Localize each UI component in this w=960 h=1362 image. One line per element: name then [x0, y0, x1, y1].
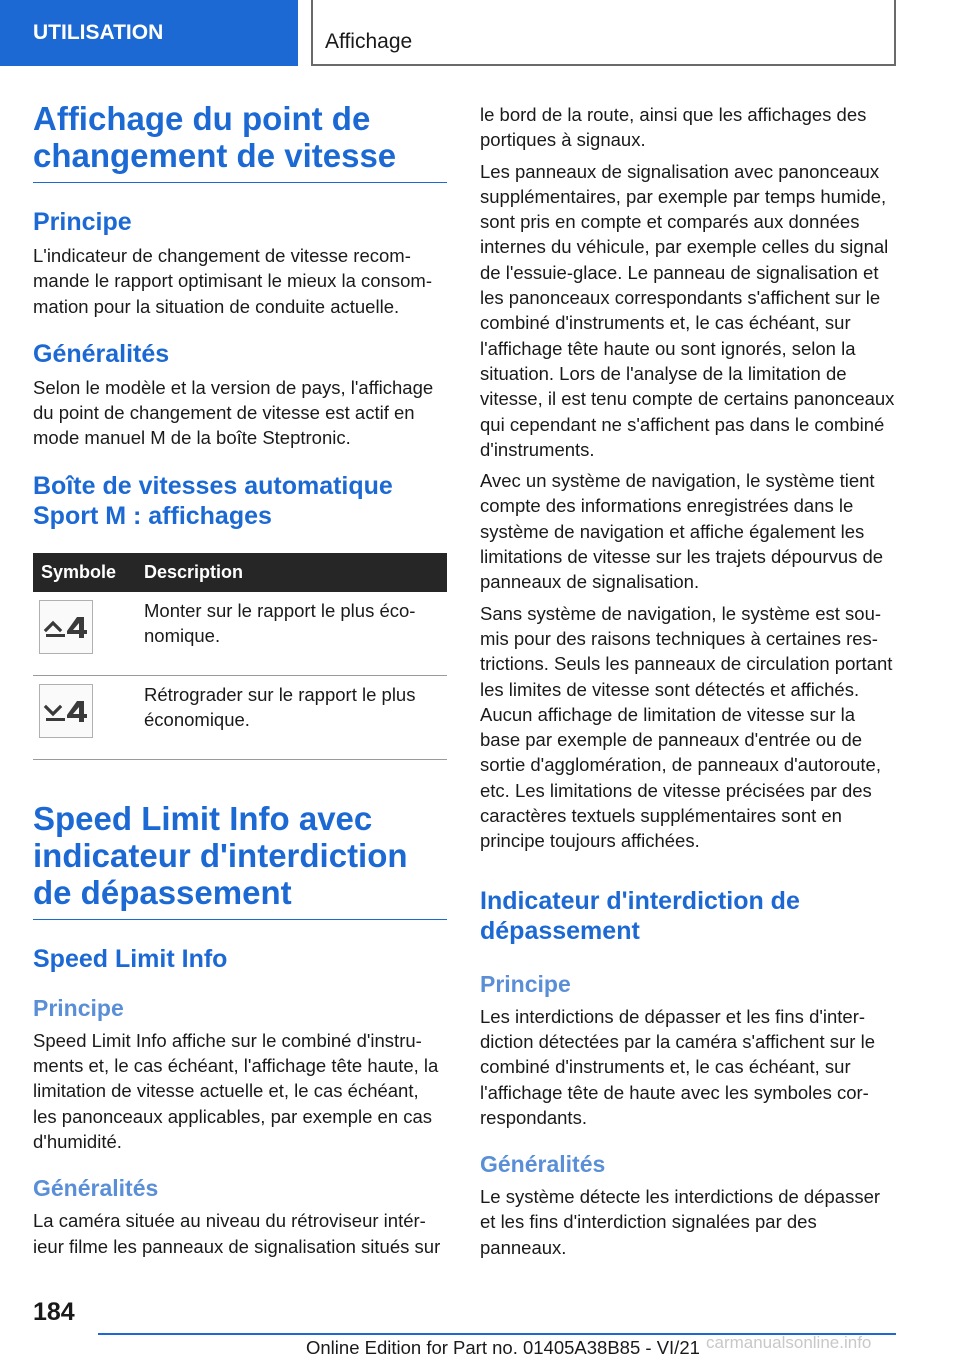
heading-shift-point-display: Affichage du point de changement de vitesse: [33, 100, 447, 183]
page-number: 184: [33, 1298, 75, 1326]
right-column: [480, 102, 896, 1260]
sli-principe-text: Speed Limit Info affiche sur le combiné d'instruments et, le cas échéant, l'affichage tête haute, la limitation de vitesse actuelle et, le cas échéant, les panonceaux applicables, par exemple en cas d'humidité.: [33, 1029, 439, 1152]
table-row: [33, 592, 447, 676]
header-title: Affichage: [325, 30, 413, 53]
ind-generalites-text: Le système détecte les interdictions de dépasser et les fins d'interdiction signalées par des panneaux.: [480, 1186, 881, 1258]
heading-principe: Principe: [33, 208, 132, 236]
row-description: Rétrograder sur le rapport le plus économique.: [138, 675, 447, 759]
downshift-gear-4-icon: [39, 684, 93, 738]
heading-generalites: Généralités: [33, 339, 170, 368]
heading-ind-generalites: Généralités: [480, 1151, 606, 1178]
symbol-table: [33, 553, 447, 760]
generalites-text: Selon le modèle et la version de pays, l'affichage du point de changement de vitesse est actif en mode manuel M de la boîte Steptronic.: [33, 376, 434, 449]
paragraph-with-navigation: Avec un système de navigation, le système tient compte des informations enregistrées dans le système de navigation et affiche également les limitations de vitesse sur les trajets dépourvus de panneaux de signalisation.: [480, 470, 884, 593]
heading-sli: Speed Limit Info: [33, 944, 228, 973]
upshift-gear-4-icon: [39, 600, 93, 654]
principe-text: L'indicateur de changement de vitesse recommande le rapport optimisant le mieux la consommation pour la situation de conduite actuelle.: [33, 245, 432, 317]
ind-principe-text: Les interdictions de dépasser et les fins d'interdiction détectées par la caméra s'affichent sur le combiné d'instruments et, le cas échéant, sur l'affichage tête de haute avec les symboles correspondants.: [480, 1005, 875, 1128]
heading-sport-gearbox: Boîte de vitesses automatique Sport M : affichages: [33, 471, 393, 530]
watermark: carmanualsonline.info: [706, 1333, 872, 1352]
left-column: [33, 100, 447, 1259]
row-description: Monter sur le rapport le plus économique.: [138, 592, 447, 676]
heading-no-passing-indicator: Indicateur d'interdiction de dépassement: [480, 886, 800, 945]
edition-text: Online Edition for Part no. 01405A38B85 - VI/21: [306, 1337, 700, 1358]
paragraph-roadside: le bord de la route, ainsi que les affichages des portiques à signaux.: [480, 104, 867, 151]
heading-sli-generalites: Généralités: [33, 1175, 159, 1202]
page-header: [0, 0, 960, 66]
section-tab: UTILISATION: [0, 0, 298, 66]
table-header-row: [33, 553, 447, 592]
col-header-symbole: Symbole: [33, 553, 138, 592]
heading-sli-principe: Principe: [33, 994, 124, 1021]
sli-generalites-text: La caméra située au niveau du rétroviseur intérieur filme les panneaux de signalisation situés sur: [33, 1210, 441, 1257]
heading-speed-limit-info: Speed Limit Info avec indicateur d'interdiction de dépassement: [33, 800, 447, 920]
paragraph-panonceaux: Les panneaux de signalisation avec panonceaux supplémentaires, par exemple par temps humide, sont pris en compte et comparés aux données internes du véhicule, par exemple celles du signal de l'essuie-glace. Le panneau de signalisation et les panonceaux correspondants s'affichent sur le combiné d'instruments et, le cas échéant, sur l'affichage tête haute ou sont ignorés, selon la situation. Lors de l'analyse de la limitation de vitesse, il est tenu compte de certains panonceaux qui cependant ne s'affichent pas dans le combiné d'instruments.: [480, 160, 895, 460]
paragraph-without-navigation: Sans système de navigation, le système est soumis pour des raisons techniques à certaines restrictions. Seuls les panneaux de circulation portant les limites de vitesse sont détectés et affichés. Aucun affichage de limitation de vitesse sur la base par exemple de panneaux d'entrée ou de sortie d'agglomération, de panneaux d'autoroute, etc. Les limitations de vitesse précisées par des caractères textuels supplémentaires sont en principe toujours affichées.: [480, 602, 893, 852]
heading-ind-principe: Principe: [480, 970, 571, 997]
table-row: [33, 675, 447, 759]
col-header-description: Description: [138, 553, 447, 592]
